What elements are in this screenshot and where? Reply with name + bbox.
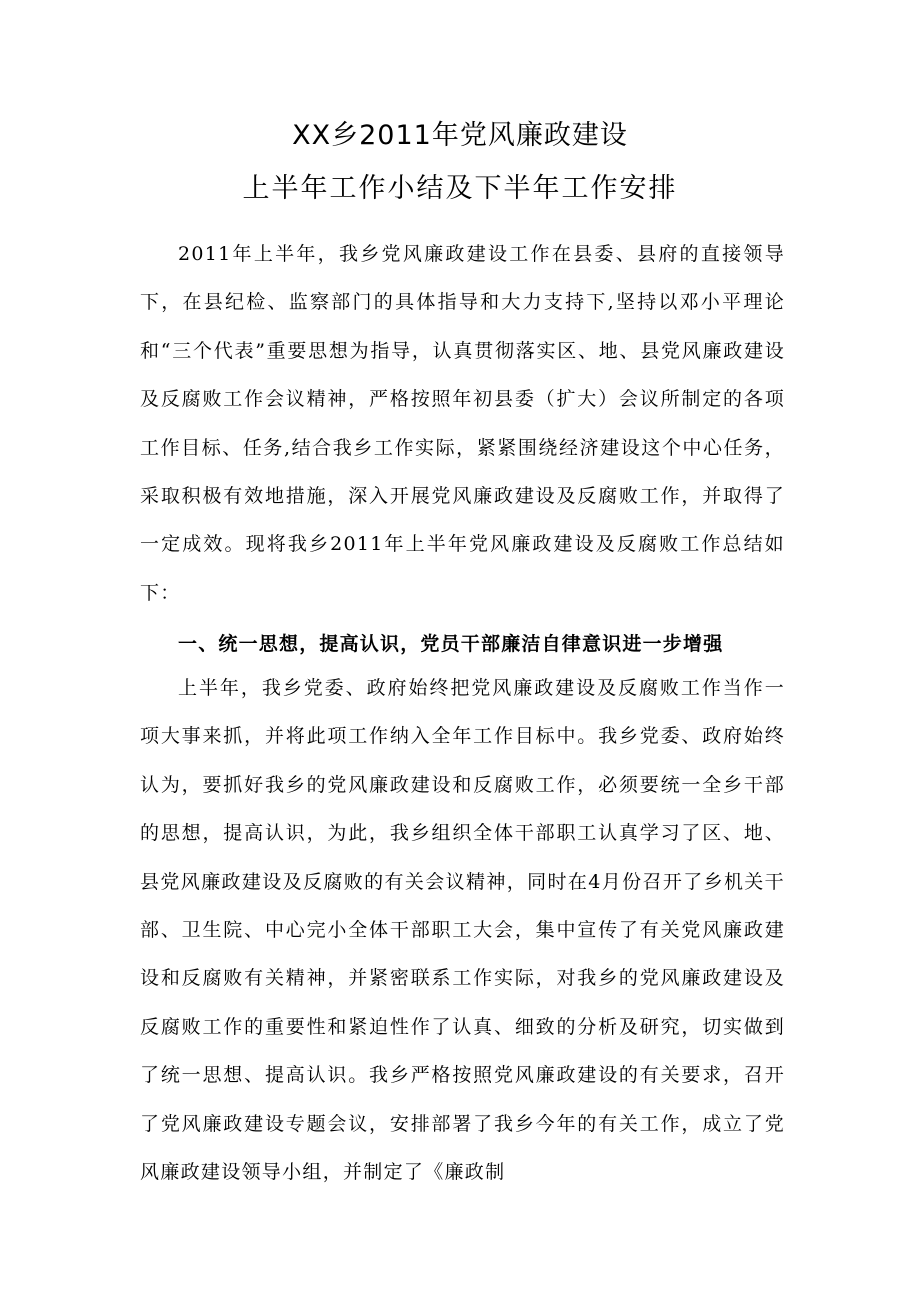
document-title-line-2: 上半年工作小结及下半年工作安排	[242, 173, 678, 204]
document-title-line-1: XX乡2011年党风廉政建设	[292, 120, 628, 151]
section-1-heading: 一、统一思想，提高认识，党员干部廉洁自律意识进一步增强	[178, 633, 724, 655]
intro-paragraph: 2011年上半年，我乡党风廉政建设工作在县委、县府的直接领导下，在县纪检、监察部门的具体指导和大力支持下,坚持以邓小平理论和“三个代表”重要思想为指导，认真贯彻落实区、地、县党风廉政建设及反腐败工作会议精神，严格按照年初县委（扩大）会议所制定的各项工作目标、任务,结合我乡工作实际，紧紧围绕经济建设这个中心任务，采取积极有效地措施，深入开展党风廉政建设及反腐败工作，并取得了一定成效。现将我乡2011年上半年党风廉政建设及反腐败工作总结如下：	[140, 243, 785, 604]
section-1-paragraph: 上半年，我乡党委、政府始终把党风廉政建设及反腐败工作当作一项大事来抓，并将此项工作纳入全年工作目标中。我乡党委、政府始终认为，要抓好我乡的党风廉政建设和反腐败工作，必须要统一全乡干部的思想，提高认识，为此，我乡组织全体干部职工认真学习了区、地、县党风廉政建设及反腐败的有关会议精神，同时在4月份召开了乡机关干部、卫生院、中心完小全体干部职工大会，集中宣传了有关党风廉政建设和反腐败有关精神，并紧密联系工作实际，对我乡的党风廉政建设及反腐败工作的重要性和紧迫性作了认真、细致的分析及研究，切实做到了统一思想、提高认识。我乡严格按照党风廉政建设的有关要求，召开了党风廉政建设专题会议，安排部署了我乡今年的有关工作，成立了党风廉政建设领导小组，并制定了《廉政制	[140, 677, 785, 1184]
